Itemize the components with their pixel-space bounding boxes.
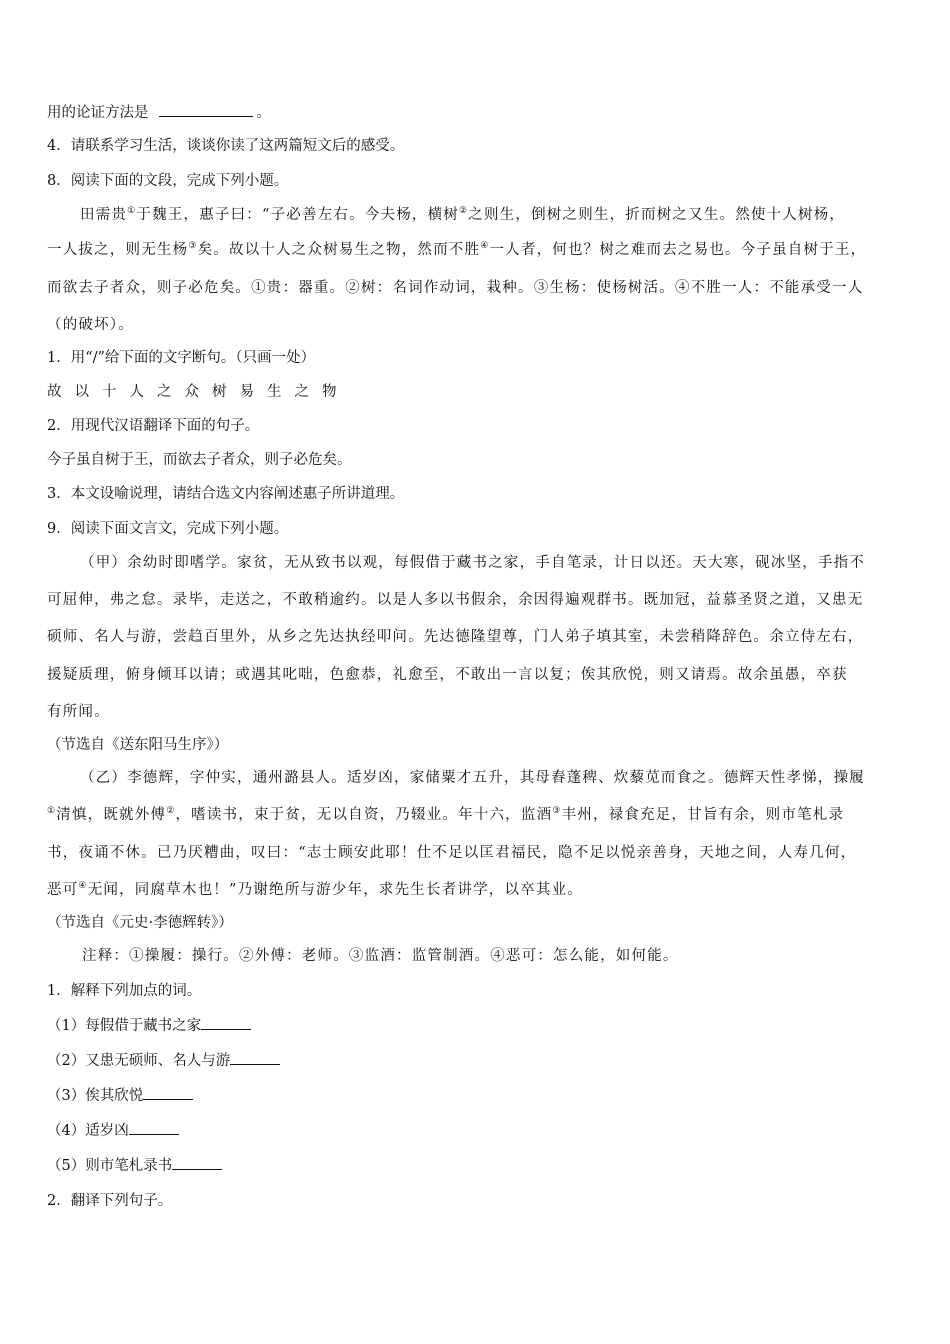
footnote-marker: ① — [127, 206, 137, 216]
footnote-marker: ① — [47, 806, 57, 816]
passage-b-line-4: 恶可④无闻，同腐草木也！”乃谢绝所与游少年，求先生长者讲学，以卒其业。 — [47, 881, 583, 898]
section-9-q2: 2．翻译下列句子。 — [47, 1193, 173, 1209]
annotation-notes: 注释：①操履：操行。②外傅：老师。③监酒：监管制酒。④恶可：怎么能，如何能。 — [82, 948, 679, 964]
section-8-heading: 8．阅读下面的文段，完成下列小题。 — [47, 173, 289, 189]
method-question-text: 用的论证方法是 — [47, 105, 149, 121]
section-9-heading: 9．阅读下面文言文，完成下列小题。 — [47, 521, 289, 537]
passage-8-line-3: 而欲去子者众，则子必危矣。①贵：器重。②树：名词作动词，栽种。③生杨：使杨树活。④不胜一人：不能承受一人 — [47, 280, 864, 296]
footnote-marker: ② — [166, 806, 176, 816]
footnote-marker: ③ — [188, 241, 198, 251]
section-8-q2-text: 今子虽自树于王，而欲去子者众，则子必危矣。 — [47, 452, 352, 468]
word-item-2: （2）又患无硕师、名人与游 — [47, 1050, 280, 1071]
word-item-3: （3）俟其欣悦 — [47, 1085, 193, 1106]
question-4: 4．请联系学习生活，谈谈你读了这两篇短文后的感受。 — [47, 138, 405, 154]
passage-b-line-1: （乙）李德辉，字仲实，通州潞县人。适岁凶，家储粟才五升，其母舂蓬稗、炊藜苋而食之。德辉天性孝悌，操履 — [80, 770, 865, 786]
section-8-q2: 2．用现代汉语翻译下面的句子。 — [47, 418, 260, 434]
passage-b-source: （节选自《元史·李德辉转》） — [47, 915, 233, 931]
passage-8-line-2: 一人拔之，则无生杨③矣。故以十人之众树易生之物，然而不胜④一人者，何也？树之难而去之易也。今子虽自树于王， — [47, 241, 867, 258]
footnote-marker: ④ — [78, 881, 88, 891]
answer-blank[interactable] — [143, 1085, 193, 1100]
section-9-q1: 1．解释下列加点的词。 — [47, 983, 202, 999]
word-item-5: （5）则市笔札录书 — [47, 1155, 222, 1176]
passage-8-line-1: 田需贵①于魏王，惠子曰：“子必善左右。今夫杨，横树②之则生，倒树之则生，折而树之又生。然使十人树杨， — [80, 206, 846, 223]
passage-a-line-4: 援疑质理，俯身倾耳以请；或遇其叱咄，色愈恭，礼愈至，不敢出一言以复；俟其欣悦，则又请焉。故余虽愚，卒获 — [47, 667, 848, 683]
passage-b-line-3: 书，夜诵不休。已乃厌糟曲，叹曰：“志士顾安此耶！仕不足以匡君福民，隐不足以悦亲善身，天地之间，人寿几何， — [47, 845, 857, 861]
section-8-q1-text: 故以十人之众树易生之物 — [47, 384, 350, 400]
passage-a-line-3: 硕师、名人与游，尝趋百里外，从乡之先达执经叩问。先达德隆望尊，门人弟子填其室，未尝稍降辞色。余立侍左右， — [47, 629, 864, 645]
passage-b-line-2: ①清慎，既就外傅②，嗜读书，束于贫，无以自资，乃辍业。年十六，监酒③丰州，禄食充足，甘旨有余，则市笔札录 — [47, 806, 845, 823]
passage-a-line-2: 可屈伸，弗之怠。录毕，走送之，不敢稍逾约。以是人多以书假余，余因得遍观群书。既加冠，益慕圣贤之道，又患无 — [47, 592, 864, 608]
footnote-marker: ③ — [552, 806, 562, 816]
passage-a-line-1: （甲）余幼时即嗜学。家贫，无从致书以观，每假借于藏书之家，手自笔录，计日以还。天大寒，砚冰坚，手指不 — [80, 555, 865, 571]
section-8-q1: 1．用“/”给下面的文字断句。（只画一处） — [47, 350, 316, 366]
method-question-line: 用的论证方法是 。 — [47, 102, 271, 123]
section-8-q3: 3．本文设喻说理，请结合选文内容阐述惠子所讲道理。 — [47, 486, 405, 502]
word-item-1: （1）每假借于藏书之家 — [47, 1015, 251, 1036]
answer-blank[interactable] — [159, 102, 253, 117]
word-item-4: （4）适岁凶 — [47, 1120, 179, 1141]
passage-a-source: （节选自《送东阳马生序》） — [47, 737, 229, 753]
answer-blank[interactable] — [129, 1120, 179, 1135]
answer-blank[interactable] — [230, 1050, 280, 1065]
passage-a-line-5: 有所闻。 — [47, 704, 110, 720]
passage-8-line-4: （的破坏）。 — [47, 317, 134, 333]
answer-blank[interactable] — [172, 1155, 222, 1170]
footnote-marker: ② — [459, 206, 469, 216]
answer-blank[interactable] — [201, 1015, 251, 1030]
footnote-marker: ④ — [480, 241, 490, 251]
